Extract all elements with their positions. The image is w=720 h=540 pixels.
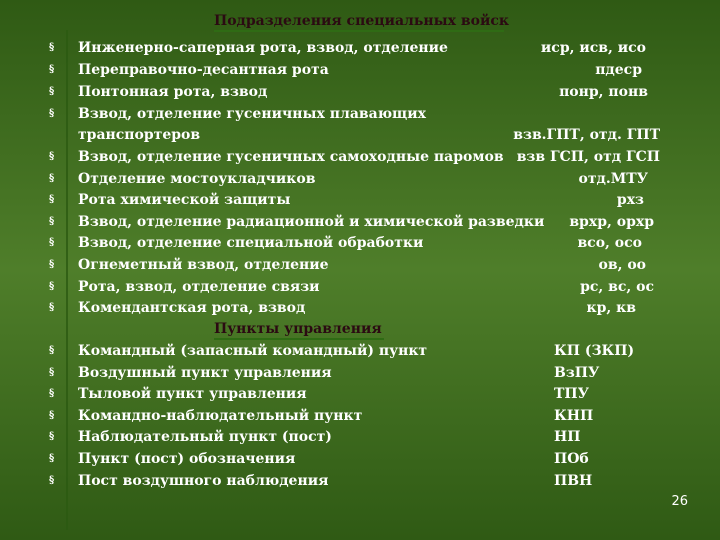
- item-abbr: отд.МТУ: [578, 171, 648, 187]
- bullet-icon: §: [49, 302, 55, 313]
- item-label: Наблюдательный пункт (пост): [78, 429, 332, 445]
- list-item: [0, 449, 720, 469]
- bullet-icon: §: [49, 453, 55, 464]
- list-item: [0, 212, 720, 232]
- item-label: транспортеров: [78, 127, 201, 143]
- item-label: Понтонная рота, взвод: [78, 84, 268, 100]
- item-abbr: КНП: [554, 408, 594, 424]
- item-abbr: ТПУ: [554, 386, 589, 402]
- item-abbr: иср, исв, исо: [540, 40, 646, 56]
- list-item: [0, 233, 720, 253]
- bullet-icon: §: [49, 237, 55, 248]
- bullet-icon: §: [49, 259, 55, 270]
- item-abbr: КП (ЗКП): [554, 343, 635, 359]
- item-label: Рота химической защиты: [78, 192, 291, 208]
- list-item: [0, 82, 720, 102]
- bullet-icon: §: [49, 431, 55, 442]
- item-abbr: ВзПУ: [554, 365, 600, 381]
- item-label: Взвод, отделение гусеничных самоходные паромов: [78, 149, 504, 165]
- list-item: [0, 384, 720, 404]
- item-abbr: взв ГСП, отд ГСП: [516, 149, 660, 165]
- list-item: [0, 38, 720, 58]
- item-label: Воздушный пункт управления: [78, 365, 332, 381]
- item-label: Командный (запасный командный) пункт: [78, 343, 428, 359]
- list-item: [0, 60, 720, 80]
- item-label: Огнеметный взвод, отделение: [78, 257, 329, 273]
- list-item: [0, 147, 720, 167]
- item-label: Тыловой пункт управления: [78, 386, 307, 402]
- list-item: [0, 471, 720, 491]
- bullet-icon: §: [49, 86, 55, 97]
- list-item: [0, 406, 720, 426]
- item-abbr: ПОб: [554, 451, 589, 467]
- page-number: 26: [671, 494, 688, 509]
- list-item-continuation: [0, 125, 720, 145]
- item-abbr: врхр, орхр: [569, 214, 654, 230]
- list-item: [0, 427, 720, 447]
- item-label: Пост воздушного наблюдения: [78, 473, 329, 489]
- item-label: Отделение мостоукладчиков: [78, 171, 316, 187]
- item-label: Взвод, отделение специальной обработки: [78, 235, 424, 251]
- bullet-icon: §: [49, 42, 55, 53]
- bullet-icon: §: [49, 194, 55, 205]
- list-item: [0, 341, 720, 361]
- bullet-icon: §: [49, 216, 55, 227]
- item-abbr: ПВН: [554, 473, 593, 489]
- item-label: Комендантская рота, взвод: [78, 300, 306, 316]
- item-abbr: кр, кв: [586, 300, 636, 316]
- item-abbr: рс, вс, ос: [580, 279, 654, 295]
- bullet-icon: §: [49, 345, 55, 356]
- title-underline: [214, 338, 384, 340]
- item-label: Переправочно-десантная рота: [78, 62, 329, 78]
- bullet-icon: §: [49, 410, 55, 421]
- item-label: Инженерно-саперная рота, взвод, отделение: [78, 40, 448, 56]
- bullet-icon: §: [49, 151, 55, 162]
- item-abbr: вcо, осо: [577, 235, 642, 251]
- bullet-icon: §: [49, 108, 55, 119]
- item-label: Командно-наблюдательный пункт: [78, 408, 363, 424]
- list-item: [0, 104, 720, 124]
- item-label: Пункт (пост) обозначения: [78, 451, 296, 467]
- item-abbr: взв.ГПТ, отд. ГПТ: [513, 127, 660, 143]
- bullet-icon: §: [49, 367, 55, 378]
- item-abbr: ов, оо: [598, 257, 646, 273]
- title-underline: [214, 30, 504, 32]
- item-abbr: рхз: [616, 192, 644, 208]
- item-label: Взвод, отделение гусеничных плавающих: [78, 106, 426, 122]
- item-abbr: понр, понв: [559, 84, 648, 100]
- list-item: [0, 255, 720, 275]
- section-title-control-points: Пункты управления: [214, 321, 382, 337]
- list-item: [0, 190, 720, 210]
- bullet-icon: §: [49, 64, 55, 75]
- list-item: [0, 298, 720, 318]
- item-abbr: пдеср: [595, 62, 642, 78]
- bullet-icon: §: [49, 388, 55, 399]
- item-abbr: НП: [554, 429, 581, 445]
- bullet-icon: §: [49, 475, 55, 486]
- list-item: [0, 363, 720, 383]
- list-item: [0, 277, 720, 297]
- item-label: Рота, взвод, отделение связи: [78, 279, 320, 295]
- bullet-icon: §: [49, 281, 55, 292]
- item-label: Взвод, отделение радиационной и химической разведки: [78, 214, 545, 230]
- bullet-icon: §: [49, 173, 55, 184]
- section-title-special-troops: Подразделения специальных войск: [214, 13, 509, 29]
- list-item: [0, 169, 720, 189]
